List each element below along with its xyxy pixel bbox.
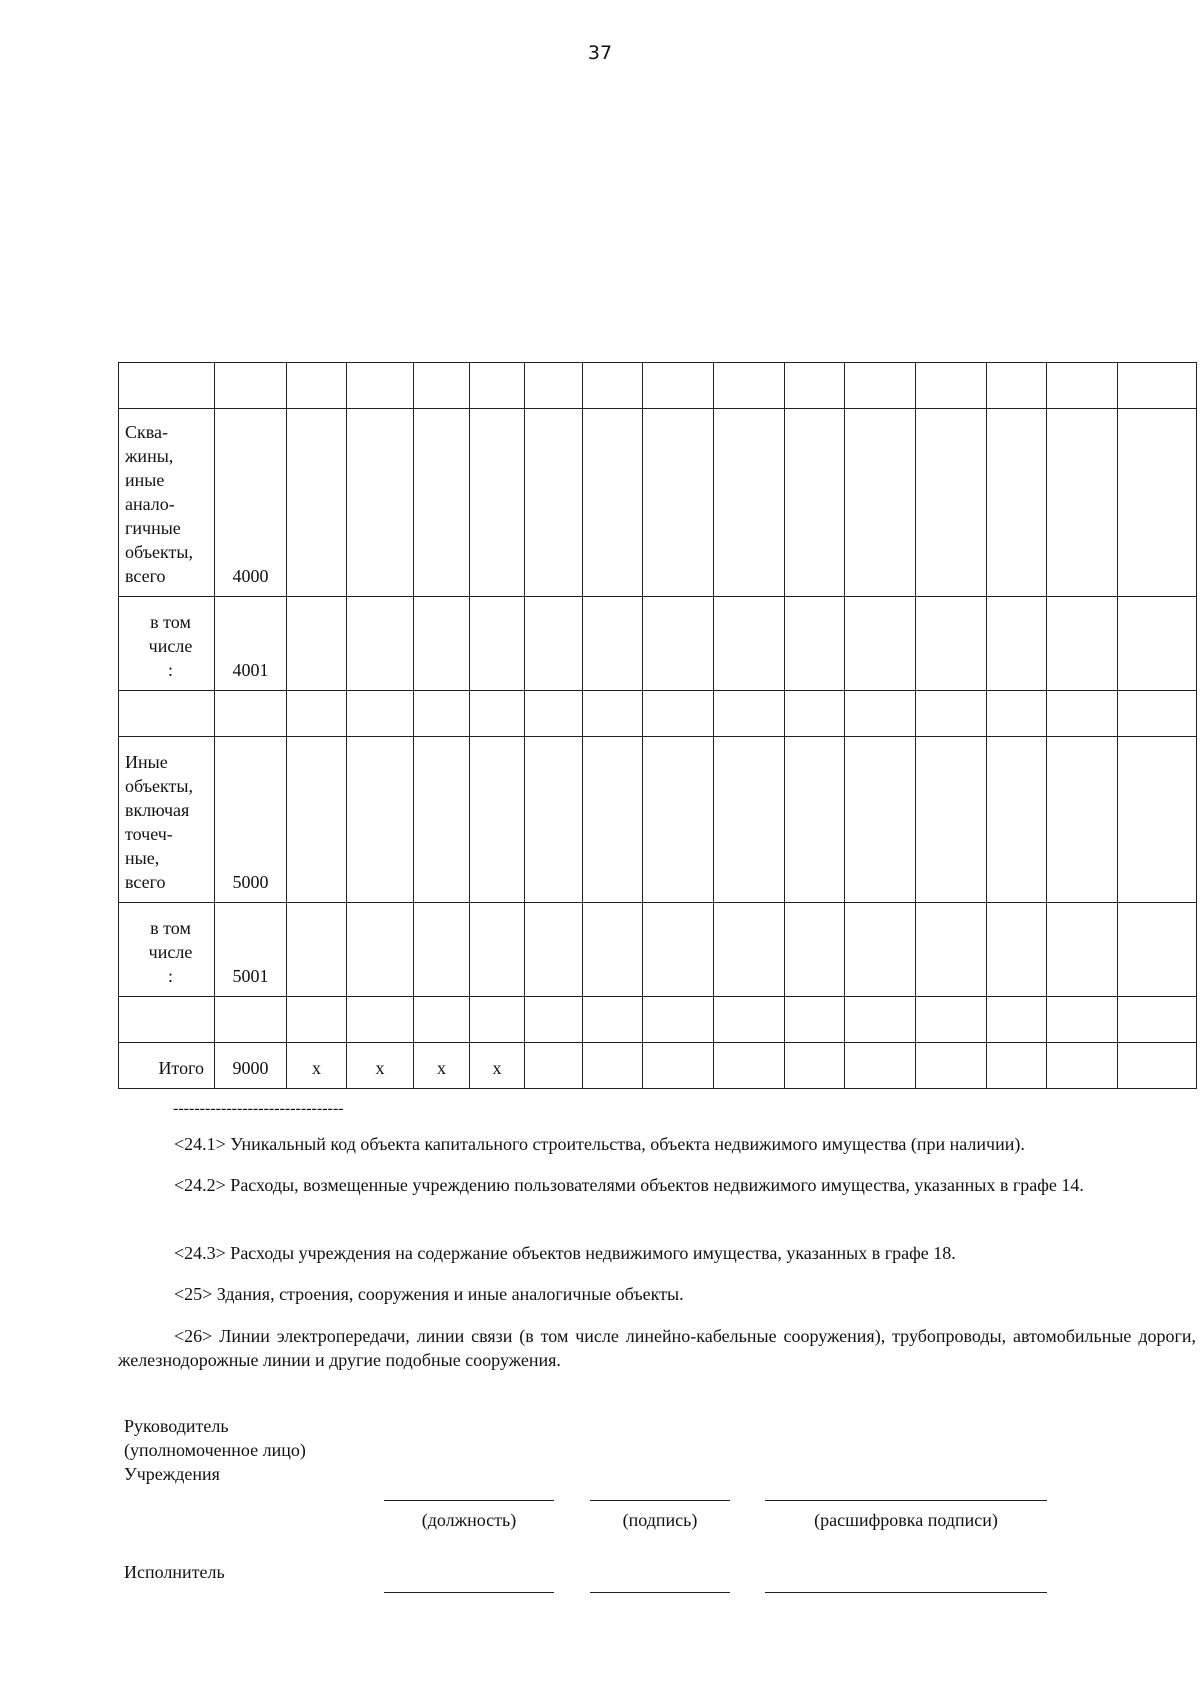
head-signature-line: [590, 1500, 730, 1501]
row-code-cell: 9000: [215, 1043, 287, 1089]
footnote-24-1: <24.1> Уникальный код объекта капитального строительства, объекта недвижимого имущества (при наличии).: [174, 1134, 1025, 1154]
table-cell: [525, 363, 583, 409]
table-cell: [1047, 997, 1118, 1043]
table-cell: [287, 691, 347, 737]
table-cell: [987, 363, 1047, 409]
table-cell: [1118, 1043, 1197, 1089]
table-cell: [525, 597, 583, 691]
row-code-cell: 4001: [215, 597, 287, 691]
footnote-26: <26> Линии электропередачи, линии связи (в том числе линейно-кабельные сооружения), трубопроводы, автомобильные дороги, железнодорожные линии и другие подобные сооружения.: [118, 1326, 1196, 1370]
table-cell: [525, 737, 583, 903]
table-cell: [583, 363, 643, 409]
table-cell: [525, 409, 583, 597]
table-cell: [1047, 691, 1118, 737]
table-cell: [643, 363, 714, 409]
table-cell: [714, 409, 785, 597]
row-mark-cell: x: [470, 1043, 525, 1089]
table-cell: [987, 737, 1047, 903]
row-name-cell: в том числе :: [119, 597, 215, 691]
executor-signature-line: [590, 1592, 730, 1593]
table-cell: [287, 737, 347, 903]
row-code-cell: 5000: [215, 737, 287, 903]
table-row: [119, 409, 1197, 597]
position-caption: (должность): [421, 1510, 517, 1530]
table-cell: [470, 903, 525, 997]
table-cell: [347, 737, 414, 903]
table-cell: [643, 737, 714, 903]
table-cell: [916, 1043, 987, 1089]
table-cell: [845, 997, 916, 1043]
table-cell: [1047, 1043, 1118, 1089]
table-cell: [916, 997, 987, 1043]
row-name-cell: Итого: [119, 1043, 215, 1089]
table-cell: [987, 691, 1047, 737]
table-cell: [916, 597, 987, 691]
table-cell: [347, 363, 414, 409]
row-code-cell: [215, 363, 287, 409]
table-cell: [1047, 409, 1118, 597]
table-cell: [987, 597, 1047, 691]
table-cell: [714, 997, 785, 1043]
table-cell: [785, 997, 845, 1043]
row-mark-cell: x: [414, 1043, 470, 1089]
table-cell: [470, 597, 525, 691]
table-cell: [714, 1043, 785, 1089]
table-cell: [916, 737, 987, 903]
table-cell: [643, 903, 714, 997]
table-cell: [1118, 691, 1197, 737]
table-cell: [414, 903, 470, 997]
decoding-caption: (расшифровка подписи): [814, 1510, 998, 1530]
table-cell: [583, 997, 643, 1043]
signature-caption: (подпись): [622, 1510, 698, 1530]
row-code-cell: 5001: [215, 903, 287, 997]
table-cell: [845, 737, 916, 903]
table-cell: [987, 903, 1047, 997]
table-cell: [525, 903, 583, 997]
table-row: [119, 997, 1197, 1043]
row-name-cell: Иные объекты, включая точеч- ные, всего: [119, 737, 215, 903]
table-cell: [987, 997, 1047, 1043]
table-cell: [714, 903, 785, 997]
table-cell: [470, 691, 525, 737]
table-cell: [1118, 903, 1197, 997]
table-cell: [287, 903, 347, 997]
table-cell: [347, 597, 414, 691]
table-cell: [785, 691, 845, 737]
table-cell: [1047, 597, 1118, 691]
table-row: [119, 1043, 1197, 1089]
table-cell: [347, 691, 414, 737]
head-label-line-3: Учреждения: [124, 1464, 220, 1484]
table-cell: [525, 691, 583, 737]
head-label: [124, 1414, 306, 1486]
table-cell: [845, 1043, 916, 1089]
table-cell: [845, 903, 916, 997]
table-cell: [347, 903, 414, 997]
table-cell: [470, 409, 525, 597]
table-cell: [583, 737, 643, 903]
table-cell: [785, 903, 845, 997]
table-cell: [347, 409, 414, 597]
table-cell: [470, 997, 525, 1043]
page-number: 37: [587, 42, 613, 64]
executor-decoding-line: [765, 1592, 1047, 1593]
table-cell: [643, 597, 714, 691]
table-cell: [287, 997, 347, 1043]
table-cell: [583, 597, 643, 691]
table-row: [119, 363, 1197, 409]
head-position-line: [384, 1500, 554, 1501]
head-label-line-2: (уполномоченное лицо): [124, 1440, 306, 1460]
table-cell: [714, 597, 785, 691]
table-cell: [714, 691, 785, 737]
row-mark-cell: x: [287, 1043, 347, 1089]
row-name-cell: Сква- жины, иные анало- гичные объекты, всего: [119, 409, 215, 597]
table-cell: [287, 409, 347, 597]
table-cell: [414, 691, 470, 737]
head-label-line-1: Руководитель: [124, 1416, 229, 1436]
table-cell: [785, 597, 845, 691]
table-cell: [414, 737, 470, 903]
table-cell: [583, 409, 643, 597]
row-name-cell: в том числе :: [119, 903, 215, 997]
table-cell: [714, 737, 785, 903]
table-cell: [414, 409, 470, 597]
footnote-24-2: <24.2> Расходы, возмещенные учреждению пользователями объектов недвижимого имущества, указанных в графе 14.: [174, 1175, 1084, 1195]
row-code-cell: [215, 691, 287, 737]
table-cell: [714, 363, 785, 409]
table-cell: [845, 597, 916, 691]
table-row: [119, 691, 1197, 737]
table-cell: [987, 1043, 1047, 1089]
table-cell: [287, 597, 347, 691]
table-cell: [785, 1043, 845, 1089]
head-decoding-line: [765, 1500, 1047, 1501]
row-name-cell: [119, 691, 215, 737]
table-cell: [470, 737, 525, 903]
table-cell: [916, 691, 987, 737]
table-cell: [1047, 363, 1118, 409]
table-cell: [1118, 597, 1197, 691]
table-cell: [1118, 737, 1197, 903]
table-cell: [643, 691, 714, 737]
table-cell: [845, 409, 916, 597]
table-cell: [845, 691, 916, 737]
table-row: [119, 597, 1197, 691]
table-cell: [643, 997, 714, 1043]
table-cell: [1118, 997, 1197, 1043]
table-cell: [525, 1043, 583, 1089]
footnote-24-3: <24.3> Расходы учреждения на содержание объектов недвижимого имущества, указанных в графе 18.: [174, 1243, 956, 1263]
table-cell: [583, 1043, 643, 1089]
executor-position-line: [384, 1592, 554, 1593]
row-name-cell: [119, 997, 215, 1043]
table-cell: [1118, 363, 1197, 409]
table-cell: [785, 737, 845, 903]
footnote-25: <25> Здания, строения, сооружения и иные аналогичные объекты.: [174, 1284, 684, 1304]
table-cell: [347, 997, 414, 1043]
table-cell: [414, 363, 470, 409]
executor-label: Исполнитель: [124, 1562, 225, 1582]
table-cell: [1118, 409, 1197, 597]
table-cell: [525, 997, 583, 1043]
table-row: [119, 903, 1197, 997]
table-row: [119, 737, 1197, 903]
table-cell: [845, 363, 916, 409]
table-cell: [643, 1043, 714, 1089]
table-cell: [916, 363, 987, 409]
table-cell: [287, 363, 347, 409]
table-cell: [916, 409, 987, 597]
footnote-separator: --------------------------------: [173, 1100, 344, 1117]
table-cell: [785, 363, 845, 409]
table-cell: [643, 409, 714, 597]
row-mark-cell: x: [347, 1043, 414, 1089]
table-cell: [987, 409, 1047, 597]
table-cell: [1047, 737, 1118, 903]
table-cell: [916, 903, 987, 997]
row-name-cell: [119, 363, 215, 409]
row-code-cell: 4000: [215, 409, 287, 597]
table-cell: [414, 597, 470, 691]
table-cell: [1047, 903, 1118, 997]
table-cell: [414, 997, 470, 1043]
table-cell: [583, 903, 643, 997]
row-code-cell: [215, 997, 287, 1043]
objects-table: [118, 362, 1197, 1089]
table-cell: [785, 409, 845, 597]
table-cell: [583, 691, 643, 737]
table-cell: [470, 363, 525, 409]
